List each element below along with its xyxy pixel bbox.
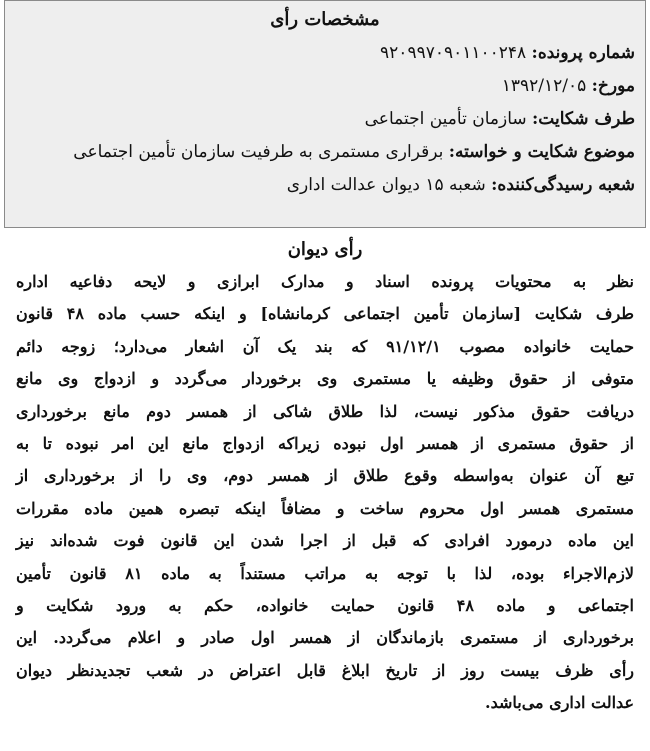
defendant-row <box>15 103 635 136</box>
verdict-specifications-box <box>4 0 646 228</box>
verdict-text-line: تبع آن عنوان به‌واسطه وقوع طلاق از همسر دوم، وی را از برخورداری از <box>16 466 634 486</box>
verdict-text-line: مستمری همسر اول محروم ساخت و مضافاً اینکه تبصره همین ماده مقررات <box>16 498 634 518</box>
verdict-text-line: متوفی از حقوق وظیفه یا مستمری وی برخوردار می‌گردد و ازدواج وی مانع <box>16 369 634 389</box>
verdict-text-line: این ماده درمورد افرادی که قبل از اجرا شدن این قانون فوت شده‌اند نیز <box>16 531 635 551</box>
specifications-title: مشخصات رأی <box>270 9 380 30</box>
verdict-text-line: عدالت اداری می‌باشد. <box>485 693 634 713</box>
date-row <box>15 70 635 103</box>
verdict-text-line: اجتماعی و ماده ۴۸ قانون حمایت خانواده، حکم به ورود شکایت و <box>16 595 635 615</box>
case-number-label: شماره پرونده: <box>531 43 635 63</box>
verdict-text-line: رأی ظرف بیست روز از تاریخ ابلاغ قابل اعتراض در شعب تجدیدنظر دیوان <box>16 660 634 680</box>
verdict-text-line: طرف شکایت [سازمان تأمین اجتماعی کرمانشاه] و اینکه حسب ماده ۴۸ قانون <box>16 304 635 324</box>
complaint-subject-row <box>15 136 635 169</box>
complaint-subject-label: موضوع شکایت و خواسته: <box>448 142 635 162</box>
verdict-text-line: حمایت خانواده مصوب ۹۱/۱۲/۱ که بند یک آن اشعار می‌دارد؛ زوجه دائم <box>16 336 634 356</box>
verdict-title: رأی دیوان <box>287 239 363 260</box>
defendant-value: سازمان تأمین اجتماعی <box>364 109 527 129</box>
court-verdict-section <box>4 236 646 719</box>
verdict-text-line: لازم‌الاجراء بوده، لذا با توجه به مراتب مستنداً به ماده ۸۱ قانون تأمین <box>16 563 634 583</box>
verdict-text-line: دریافت حقوق مذکور نیست، لذا طلاق شاکی از همسر دوم مانع برخورداری <box>16 401 634 421</box>
date-value: ۱۳۹۲/۱۲/۰۵ <box>501 76 587 96</box>
case-number-row <box>15 37 635 70</box>
complaint-subject-value: برقراری مستمری به طرفیت سازمان تأمین اجتماعی <box>73 142 444 162</box>
date-label: مورخ: <box>591 76 635 96</box>
branch-label: شعبه رسیدگی‌کننده: <box>491 175 635 195</box>
branch-value: شعبه ۱۵ دیوان عدالت اداری <box>286 175 486 195</box>
verdict-text-line: از حقوق مستمری از همسر اول نبوده زیراکه ازدواج مانع این امر نبوده تا به <box>16 433 634 453</box>
case-number-value: ۹۲۰۹۹۷۰۹۰۱۱۰۰۲۴۸ <box>380 43 527 63</box>
branch-row <box>15 169 635 202</box>
verdict-text-line: برخورداری از مستمری بازماندگان از همسر اول صادر و اعلام می‌گردد. این <box>16 628 634 648</box>
verdict-text-line: نظر به محتویات پرونده اسناد و مدارک ابرازی و لایحه دفاعیه اداره <box>16 272 634 291</box>
defendant-label: طرف شکایت: <box>532 109 635 129</box>
